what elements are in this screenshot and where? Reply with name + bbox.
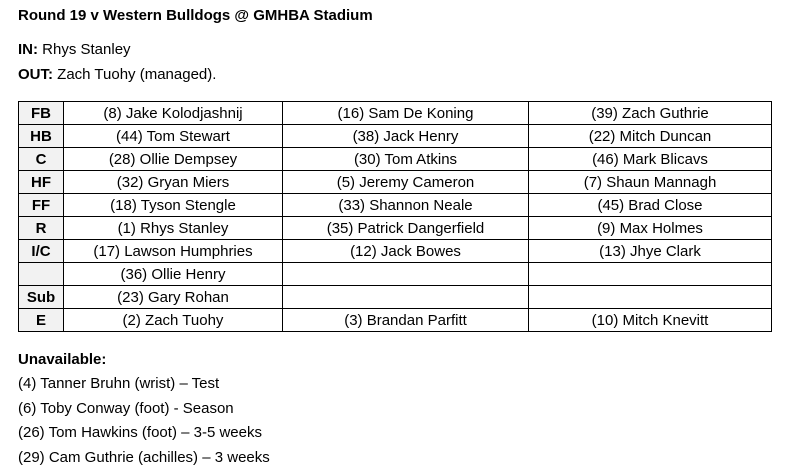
player-cell: (2) Zach Tuohy bbox=[64, 309, 283, 332]
player-cell bbox=[529, 263, 772, 286]
table-row-r bbox=[19, 217, 772, 240]
player-cell: (10) Mitch Knevitt bbox=[529, 309, 772, 332]
table-row-ff bbox=[19, 194, 772, 217]
table-row-sub bbox=[19, 286, 772, 309]
player-cell: (3) Brandan Parfitt bbox=[283, 309, 529, 332]
player-cell: (28) Ollie Dempsey bbox=[64, 148, 283, 171]
player-cell: (36) Ollie Henry bbox=[64, 263, 283, 286]
player-cell: (32) Gryan Miers bbox=[64, 171, 283, 194]
table-row-e bbox=[19, 309, 772, 332]
position-cell: FF bbox=[19, 194, 64, 217]
player-cell: (9) Max Holmes bbox=[529, 217, 772, 240]
player-cell: (33) Shannon Neale bbox=[283, 194, 529, 217]
ins-label: IN: bbox=[18, 41, 38, 58]
player-cell: (5) Jeremy Cameron bbox=[283, 171, 529, 194]
unavailable-item: (26) Tom Hawkins (foot) – 3-5 weeks bbox=[18, 424, 262, 441]
position-cell: R bbox=[19, 217, 64, 240]
unavailable-item: (29) Cam Guthrie (achilles) – 3 weeks bbox=[18, 448, 270, 466]
position-cell: HB bbox=[19, 125, 64, 148]
player-cell: (35) Patrick Dangerfield bbox=[283, 217, 529, 240]
table-row-c bbox=[19, 148, 772, 171]
player-cell bbox=[529, 286, 772, 309]
player-cell: (1) Rhys Stanley bbox=[64, 217, 283, 240]
page-title: Round 19 v Western Bulldogs @ GMHBA Stadium bbox=[18, 7, 373, 24]
outs-value: Zach Tuohy (managed). bbox=[53, 66, 217, 83]
player-cell: (8) Jake Kolodjashnij bbox=[64, 102, 283, 125]
position-cell: HF bbox=[19, 171, 64, 194]
ins-line bbox=[18, 41, 131, 58]
table-row-ic bbox=[19, 240, 772, 263]
player-cell: (38) Jack Henry bbox=[283, 125, 529, 148]
player-cell bbox=[283, 263, 529, 286]
player-cell bbox=[283, 286, 529, 309]
table-row-hf bbox=[19, 171, 772, 194]
player-cell: (45) Brad Close bbox=[529, 194, 772, 217]
player-cell: (18) Tyson Stengle bbox=[64, 194, 283, 217]
unavailable-section bbox=[18, 348, 270, 470]
position-cell: I/C bbox=[19, 240, 64, 263]
unavailable-heading: Unavailable: bbox=[18, 351, 107, 368]
unavailable-item: (4) Tanner Bruhn (wrist) – Test bbox=[18, 375, 220, 392]
team-lineup-table bbox=[18, 101, 772, 332]
position-cell: FB bbox=[19, 102, 64, 125]
table-row-hb bbox=[19, 125, 772, 148]
player-cell: (16) Sam De Koning bbox=[283, 102, 529, 125]
player-cell: (22) Mitch Duncan bbox=[529, 125, 772, 148]
player-cell: (39) Zach Guthrie bbox=[529, 102, 772, 125]
ins-value: Rhys Stanley bbox=[38, 41, 131, 58]
position-cell: Sub bbox=[19, 286, 64, 309]
unavailable-item: (6) Toby Conway (foot) - Season bbox=[18, 399, 234, 417]
player-cell: (44) Tom Stewart bbox=[64, 125, 283, 148]
position-cell: C bbox=[19, 148, 64, 171]
player-cell: (30) Tom Atkins bbox=[283, 148, 529, 171]
outs-label: OUT: bbox=[18, 66, 53, 83]
player-cell: (13) Jhye Clark bbox=[529, 240, 772, 263]
position-cell: E bbox=[19, 309, 64, 332]
player-cell: (7) Shaun Mannagh bbox=[529, 171, 772, 194]
player-cell: (12) Jack Bowes bbox=[283, 240, 529, 263]
outs-line bbox=[18, 66, 216, 83]
player-cell: (17) Lawson Humphries bbox=[64, 240, 283, 263]
player-cell: (23) Gary Rohan bbox=[64, 286, 283, 309]
position-cell bbox=[19, 263, 64, 286]
table-row-ic-extra bbox=[19, 263, 772, 286]
player-cell: (46) Mark Blicavs bbox=[529, 148, 772, 171]
table-row-fb bbox=[19, 102, 772, 125]
